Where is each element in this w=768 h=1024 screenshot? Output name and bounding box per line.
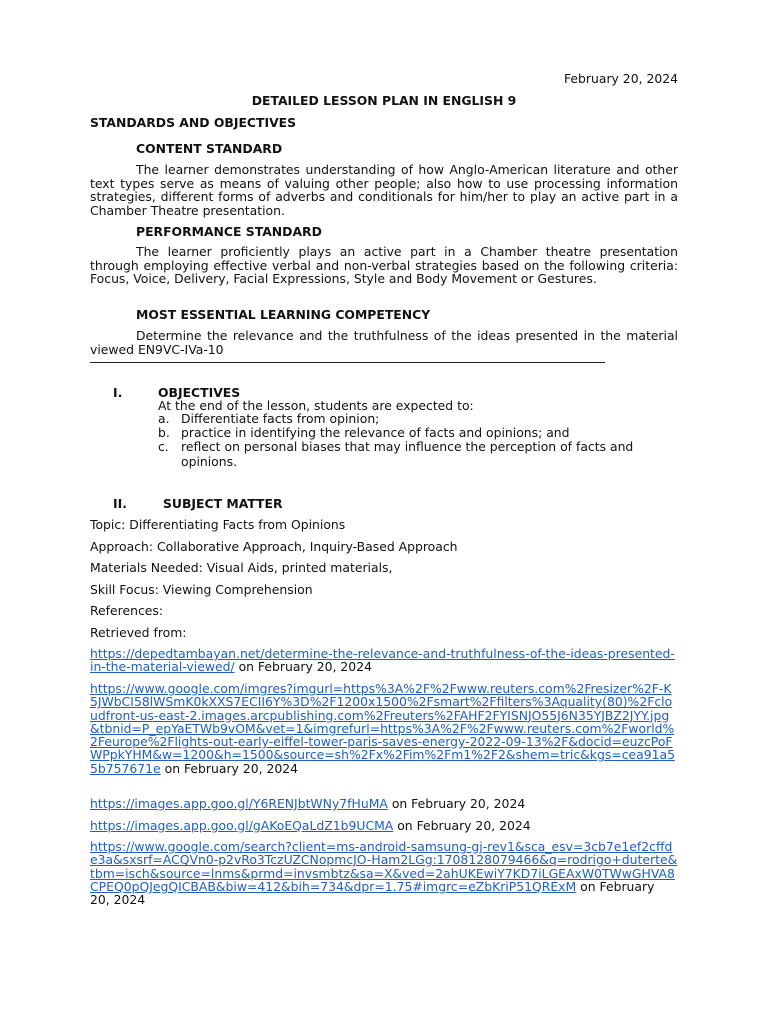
objectives-intro: At the end of the lesson, students are expected to: [158,398,474,413]
reference-entry [90,840,678,906]
reference-date: on February 20, 2024 [90,878,655,908]
objectives-list [158,412,678,469]
content-standard-text: The learner demonstrates understanding of how Anglo-American literature and other text types serve as means of valuing other people; also how to use processing information strategies, different forms of adverbs and conditionals for him/her to play an active part in a Chamber Theatre presentation. [90,162,678,218]
reference-entry [90,682,678,775]
objective-text: Differentiate facts from opinion; [181,411,380,426]
document-date: February 20, 2024 [563,71,678,86]
reference-link[interactable]: https://images.app.goo.gl/Y6RENJbtWNy7fHuMA [90,796,388,811]
reference-link[interactable]: https://depedtambayan.net/determine-the-relevance-and-truthfulness-of-the-ideas-presented-in-the-material-viewed/ [90,646,675,675]
objectives-numeral: I. [113,385,123,400]
competency-text: Determine the relevance and the truthfulness of the ideas presented in the material viewed EN9VC-IVa-10 [90,328,678,357]
competency-heading: MOST ESSENTIAL LEARNING COMPETENCY [136,307,431,322]
standards-heading: STANDARDS AND OBJECTIVES [90,115,297,130]
reference-link[interactable]: https://www.google.com/imgres?imgurl=https%3A%2F%2Fwww.reuters.com%2Fresizer%2F-K5JWbCI58lWSmK0kXXS7ECII6Y%3D%2F1200x1500%2Fsmart%2Ffilters%3Aquality(80)%2Fcloudfront-us-east-2.images.arcpublishing.com%2Freuters%2FAHF2FYISNJO55J6N35YJBZ2JYY.jpg&tbnid=P_epYaETWb9vOM&vet=1&imgrefurl=https%3A%2F%2Fwww.reuters.com%2Fworld%2Feurope%2Flights-out-early-eiffel-tower-paris-saves-energy-2022-09-13%2F&docid=euzcPoFWPpkYHM&w=1200&h=1500&source=sh%2Fx%2Fim%2Fm1%2F2&shem=tric&kgs=cea91a55b757671e [90,681,675,776]
objective-text: reflect on personal biases that may influence the perception of facts and opinions. [181,439,634,469]
reference-date: on February 20, 2024 [160,760,299,776]
topic-line: Topic: Differentiating Facts from Opinions [90,517,346,532]
objective-item [158,412,678,426]
reference-link[interactable]: https://images.app.goo.gl/gAKoEQaLdZ1b9UCMA [90,818,394,833]
reference-date: on February 20, 2024 [393,818,531,833]
reference-entry [90,647,678,674]
reference-entry [90,819,678,832]
reference-date: on February 20, 2024 [234,659,372,675]
objective-marker: a. [158,411,170,426]
reference-entry [90,797,678,810]
objective-text: practice in identifying the relevance of facts and opinions; and [181,425,570,441]
subject-matter-heading: SUBJECT MATTER [163,496,283,511]
section-divider [90,362,605,363]
reference-date: on February 20, 2024 [387,796,526,811]
performance-standard-heading: PERFORMANCE STANDARD [136,224,322,239]
references-label: References: [90,603,164,618]
subject-matter-numeral: II. [113,496,127,511]
objective-marker: c. [158,439,169,455]
objective-item [158,440,678,468]
objective-item [158,426,678,440]
materials-line: Materials Needed: Visual Aids, printed materials, [90,560,393,575]
objective-marker: b. [158,425,170,441]
reference-link[interactable]: https://www.google.com/search?client=ms-android-samsung-gj-rev1&sca_esv=3cb7e1ef2cffde3a&sxsrf=ACQVn0-p2vRo3TczUZCNopmcJO-Ham2LGg:1708128079466&q=rodrigo+duterte&tbm=isch&source=lnms&prmd=invsmbtz&sa=X&ved=2ahUKEwiY7KD7iLGEAxW0TWwGHVA8CPEQ0pQJegQICBAB&biw=412&bih=734&dpr=1.75#imgrc=eZbKriP51QRExM [90,839,678,894]
approach-line: Approach: Collaborative Approach, Inquiry-Based Approach [90,539,458,554]
document-title: DETAILED LESSON PLAN IN ENGLISH 9 [251,93,517,108]
skill-focus-line: Skill Focus: Viewing Comprehension [90,582,313,597]
performance-standard-text: The learner proficiently plays an active part in a Chamber theatre presentation through employing effective verbal and non-verbal strategies based on the following criteria: Focus, Voice, Delivery, Facial Expressions, Style and Body Movement or Gestures. [90,244,678,287]
objectives-heading: OBJECTIVES [158,385,241,400]
content-standard-heading: CONTENT STANDARD [136,141,283,156]
retrieved-label: Retrieved from: [90,625,187,640]
